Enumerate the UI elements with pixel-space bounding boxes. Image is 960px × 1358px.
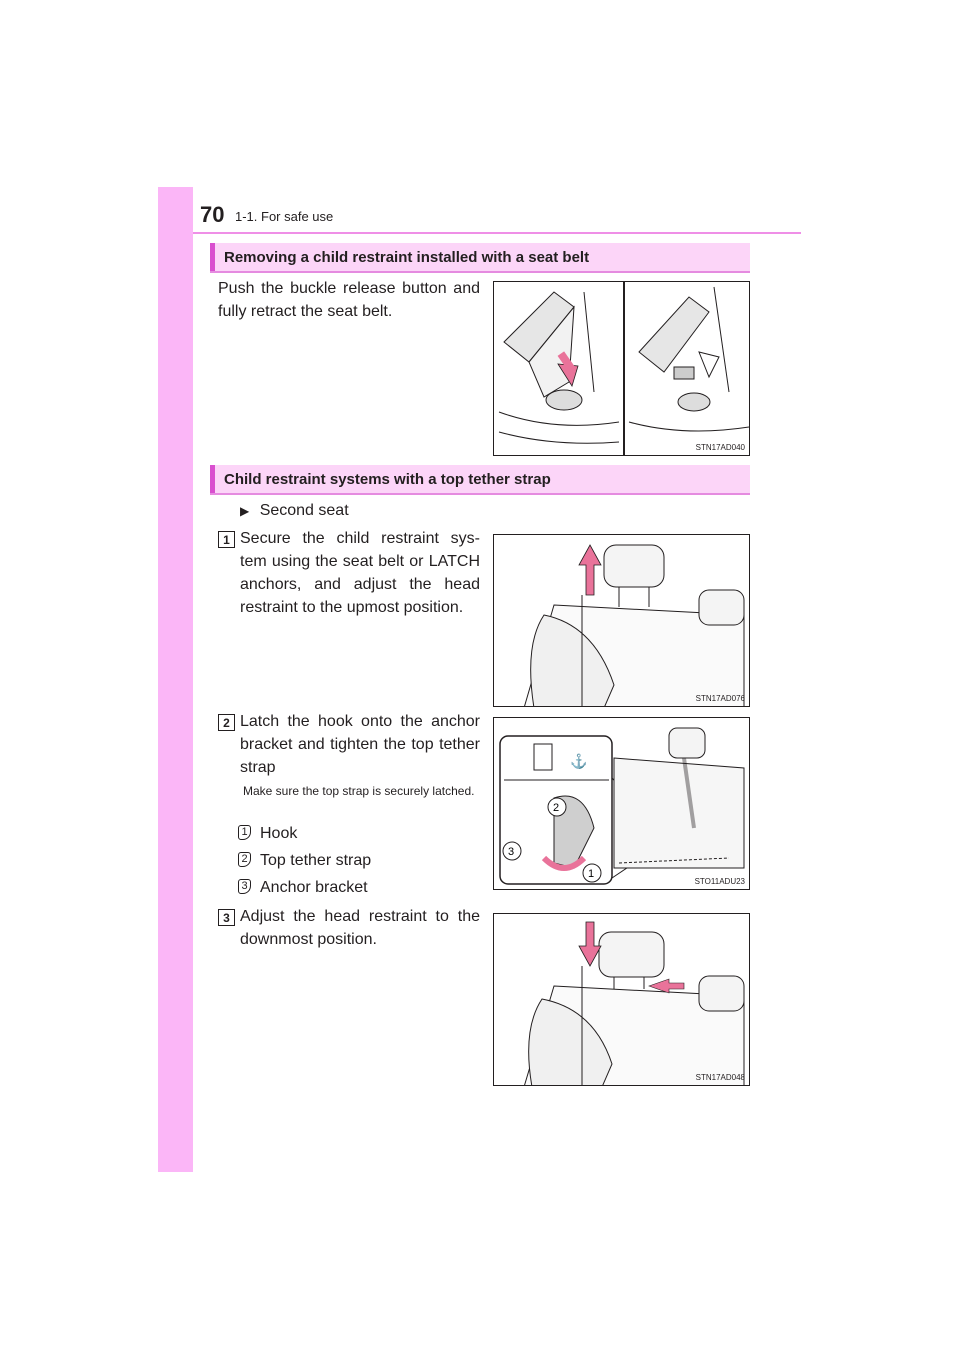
section-heading-removing: Removing a child restraint installed with a seat belt [210, 243, 750, 273]
section-label: 1-1. For safe use [235, 209, 334, 224]
legend-top-tether-strap: Top tether strap [260, 852, 372, 869]
svg-text:⚓: ⚓ [570, 753, 588, 769]
figure-code: STN17AD076 [695, 694, 745, 703]
callout-2: 2 [238, 852, 251, 867]
triangle-bullet-icon: ▶ [240, 504, 250, 518]
sidebar-tab [158, 187, 193, 1172]
legend-anchor-bracket: Anchor bracket [260, 879, 368, 896]
step-number: 3 [218, 909, 235, 926]
header-rule [193, 232, 801, 234]
head-restraint-down-illustration [493, 913, 750, 1086]
figure-code: STN17AD048 [695, 1073, 745, 1082]
step-number: 2 [218, 714, 235, 731]
figure-code: STO11ADU23 [694, 877, 745, 886]
callout-1: 1 [238, 825, 251, 840]
page-number: 70 [200, 202, 225, 227]
svg-text:1: 1 [588, 868, 595, 880]
step-1-text: Secure the child restraint sys- tem using the seat belt or LATCH anchors, and adjust the head restraint to the upmost position. [240, 530, 480, 616]
svg-text:2: 2 [553, 802, 560, 814]
step-3-text: Adjust the head restraint to the downmost position. [240, 908, 480, 948]
step-2-text: Latch the hook onto the anchor bracket and tighten the top tether strap [240, 713, 480, 776]
callout-3: 3 [238, 879, 251, 894]
seat-belt-removal-illustration [493, 281, 750, 456]
head-restraint-up-illustration [493, 534, 750, 707]
removing-body-text: Push the buckle release button and fully retract the seat belt. [218, 280, 480, 320]
tether-hook-illustration [493, 717, 750, 890]
step-2-note: Make sure the top strap is securely latched. [243, 784, 475, 798]
legend-hook: Hook [260, 825, 298, 842]
step-number: 1 [218, 531, 235, 548]
subheading-second-seat: ▶ Second seat [240, 502, 349, 519]
figure-code: STN17AD040 [695, 443, 745, 452]
section-heading-top-tether: Child restraint systems with a top tether strap [210, 465, 750, 495]
svg-text:3: 3 [508, 846, 515, 858]
